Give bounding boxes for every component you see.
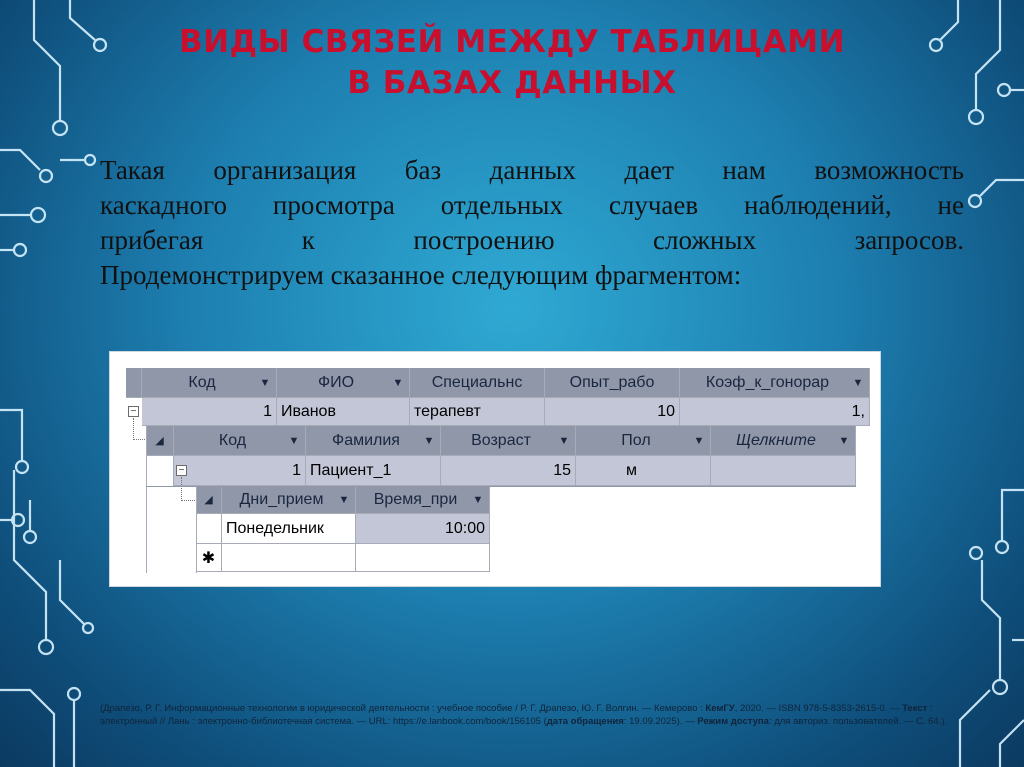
subsub-table-header xyxy=(196,486,490,514)
paragraph-line: каскадного просмотра отдельных случаев наблюдений, не xyxy=(100,190,964,220)
cell-vremya-priema[interactable]: 10:00 xyxy=(356,514,490,544)
dropdown-arrow-icon[interactable]: ▼ xyxy=(558,434,570,447)
cell-koef[interactable]: 1, xyxy=(680,398,870,426)
paragraph-line: Такая организация баз данных дает нам возможность xyxy=(100,155,964,185)
row-selector-corner[interactable] xyxy=(126,368,142,398)
dropdown-arrow-icon[interactable]: ▼ xyxy=(423,434,435,447)
column-header-vozrast[interactable]: Возраст ▼ xyxy=(441,426,576,456)
paragraph-line: Продемонстрируем сказанное следующим фрагментом: xyxy=(100,260,742,290)
sub-table-header xyxy=(146,426,856,456)
dropdown-arrow-icon[interactable]: ▼ xyxy=(852,376,864,389)
row-selector[interactable] xyxy=(196,514,222,544)
dropdown-arrow-icon[interactable]: ▼ xyxy=(338,493,350,506)
subsub-table-row xyxy=(196,514,490,544)
subtable-bottom-border xyxy=(146,486,856,487)
column-header-specialnost[interactable]: Специальнс xyxy=(410,368,545,398)
collapse-icon[interactable]: − xyxy=(128,406,139,417)
paragraph-line: прибегая к построению сложных запросов. xyxy=(100,225,964,255)
dropdown-arrow-icon[interactable]: ▼ xyxy=(288,434,300,447)
subsubtable-border xyxy=(196,486,197,573)
footnote-part: дата обращения xyxy=(546,716,624,727)
dropdown-arrow-icon[interactable]: ▼ xyxy=(392,376,404,389)
column-header-familiya[interactable]: Фамилия ▼ xyxy=(306,426,441,456)
footnote-part: Режим доступа xyxy=(697,716,769,727)
sub-table-row xyxy=(146,456,856,486)
column-header-add-field[interactable]: Щелкните ▼ xyxy=(711,426,856,456)
new-row-cell[interactable] xyxy=(222,544,356,572)
dropdown-arrow-icon[interactable]: ▼ xyxy=(472,493,484,506)
footnote-part: : 19.09.2025). — xyxy=(623,716,698,727)
subsub-table-corner[interactable]: ◢ xyxy=(196,486,222,514)
dropdown-arrow-icon[interactable]: ▼ xyxy=(838,434,850,447)
footnote-part: КемГУ xyxy=(705,703,735,714)
cell-pol[interactable]: м xyxy=(576,456,711,486)
footnote-part: , 2020. — ISBN 978-5-8353-2615-0. — xyxy=(734,703,903,714)
new-row-cell[interactable] xyxy=(356,544,490,572)
cell-opyt[interactable]: 10 xyxy=(545,398,680,426)
column-header-pol[interactable]: Пол ▼ xyxy=(576,426,711,456)
footnote-citation xyxy=(100,702,965,728)
collapse-icon[interactable]: − xyxy=(176,465,187,476)
slide-title-line-2: В БАЗАХ ДАННЫХ xyxy=(347,65,677,101)
footnote-part: : для авториз. пользователей. — С. 64.). xyxy=(768,716,948,727)
tree-connector xyxy=(133,418,145,440)
cell-vozrast[interactable]: 15 xyxy=(441,456,576,486)
sub-table-corner[interactable]: ◢ xyxy=(146,426,174,456)
column-header-kod[interactable]: Код ▼ xyxy=(142,368,277,398)
new-record-icon[interactable]: ✱ xyxy=(196,544,222,572)
dropdown-arrow-icon[interactable]: ▼ xyxy=(693,434,705,447)
cell-add-field[interactable] xyxy=(711,456,856,486)
footnote-part: (Драпезо, Р. Г. Информационные технологии в юридической деятельности : учебное пособие / Р. Г. Драпезо, Ю. Г. Волгин. — Кемерово : xyxy=(100,703,706,714)
cell-dni-priema[interactable]: Понедельник xyxy=(222,514,356,544)
footnote-part: : электронный // Лань : электронно-библиотечная система. — URL: https://e.lanbook.com/book/156105 ( xyxy=(100,703,933,727)
main-table-row xyxy=(126,398,870,426)
column-header-kod[interactable]: Код ▼ xyxy=(174,426,306,456)
cell-kod[interactable]: 1 xyxy=(174,456,306,486)
cell-fio[interactable]: Иванов xyxy=(277,398,410,426)
slide-paragraph xyxy=(100,153,964,293)
column-header-vremya-priema[interactable]: Время_при ▼ xyxy=(356,486,490,514)
main-table-header xyxy=(126,368,870,398)
footnote-part: Текст xyxy=(902,703,928,714)
cell-kod[interactable]: 1 xyxy=(142,398,277,426)
column-header-fio[interactable]: ФИО ▼ xyxy=(277,368,410,398)
datasheet-screenshot xyxy=(109,351,881,587)
cell-specialnost[interactable]: терапевт xyxy=(410,398,545,426)
slide-title xyxy=(100,22,924,104)
column-header-opyt[interactable]: Опыт_рабо xyxy=(545,368,680,398)
column-header-koef[interactable]: Коэф_к_гонорар ▼ xyxy=(680,368,870,398)
datasheet-grid xyxy=(126,368,865,573)
slide-title-line-1: ВИДЫ СВЯЗЕЙ МЕЖДУ ТАБЛИЦАМИ xyxy=(178,24,846,60)
dropdown-arrow-icon[interactable]: ▼ xyxy=(259,376,271,389)
subsub-table-new-row xyxy=(196,544,490,572)
cell-familiya[interactable]: Пациент_1 xyxy=(306,456,441,486)
subtable-border xyxy=(146,426,147,573)
row-selector[interactable] xyxy=(146,456,174,486)
column-header-dni-priema[interactable]: Дни_прием ▼ xyxy=(222,486,356,514)
tree-connector xyxy=(181,477,195,501)
